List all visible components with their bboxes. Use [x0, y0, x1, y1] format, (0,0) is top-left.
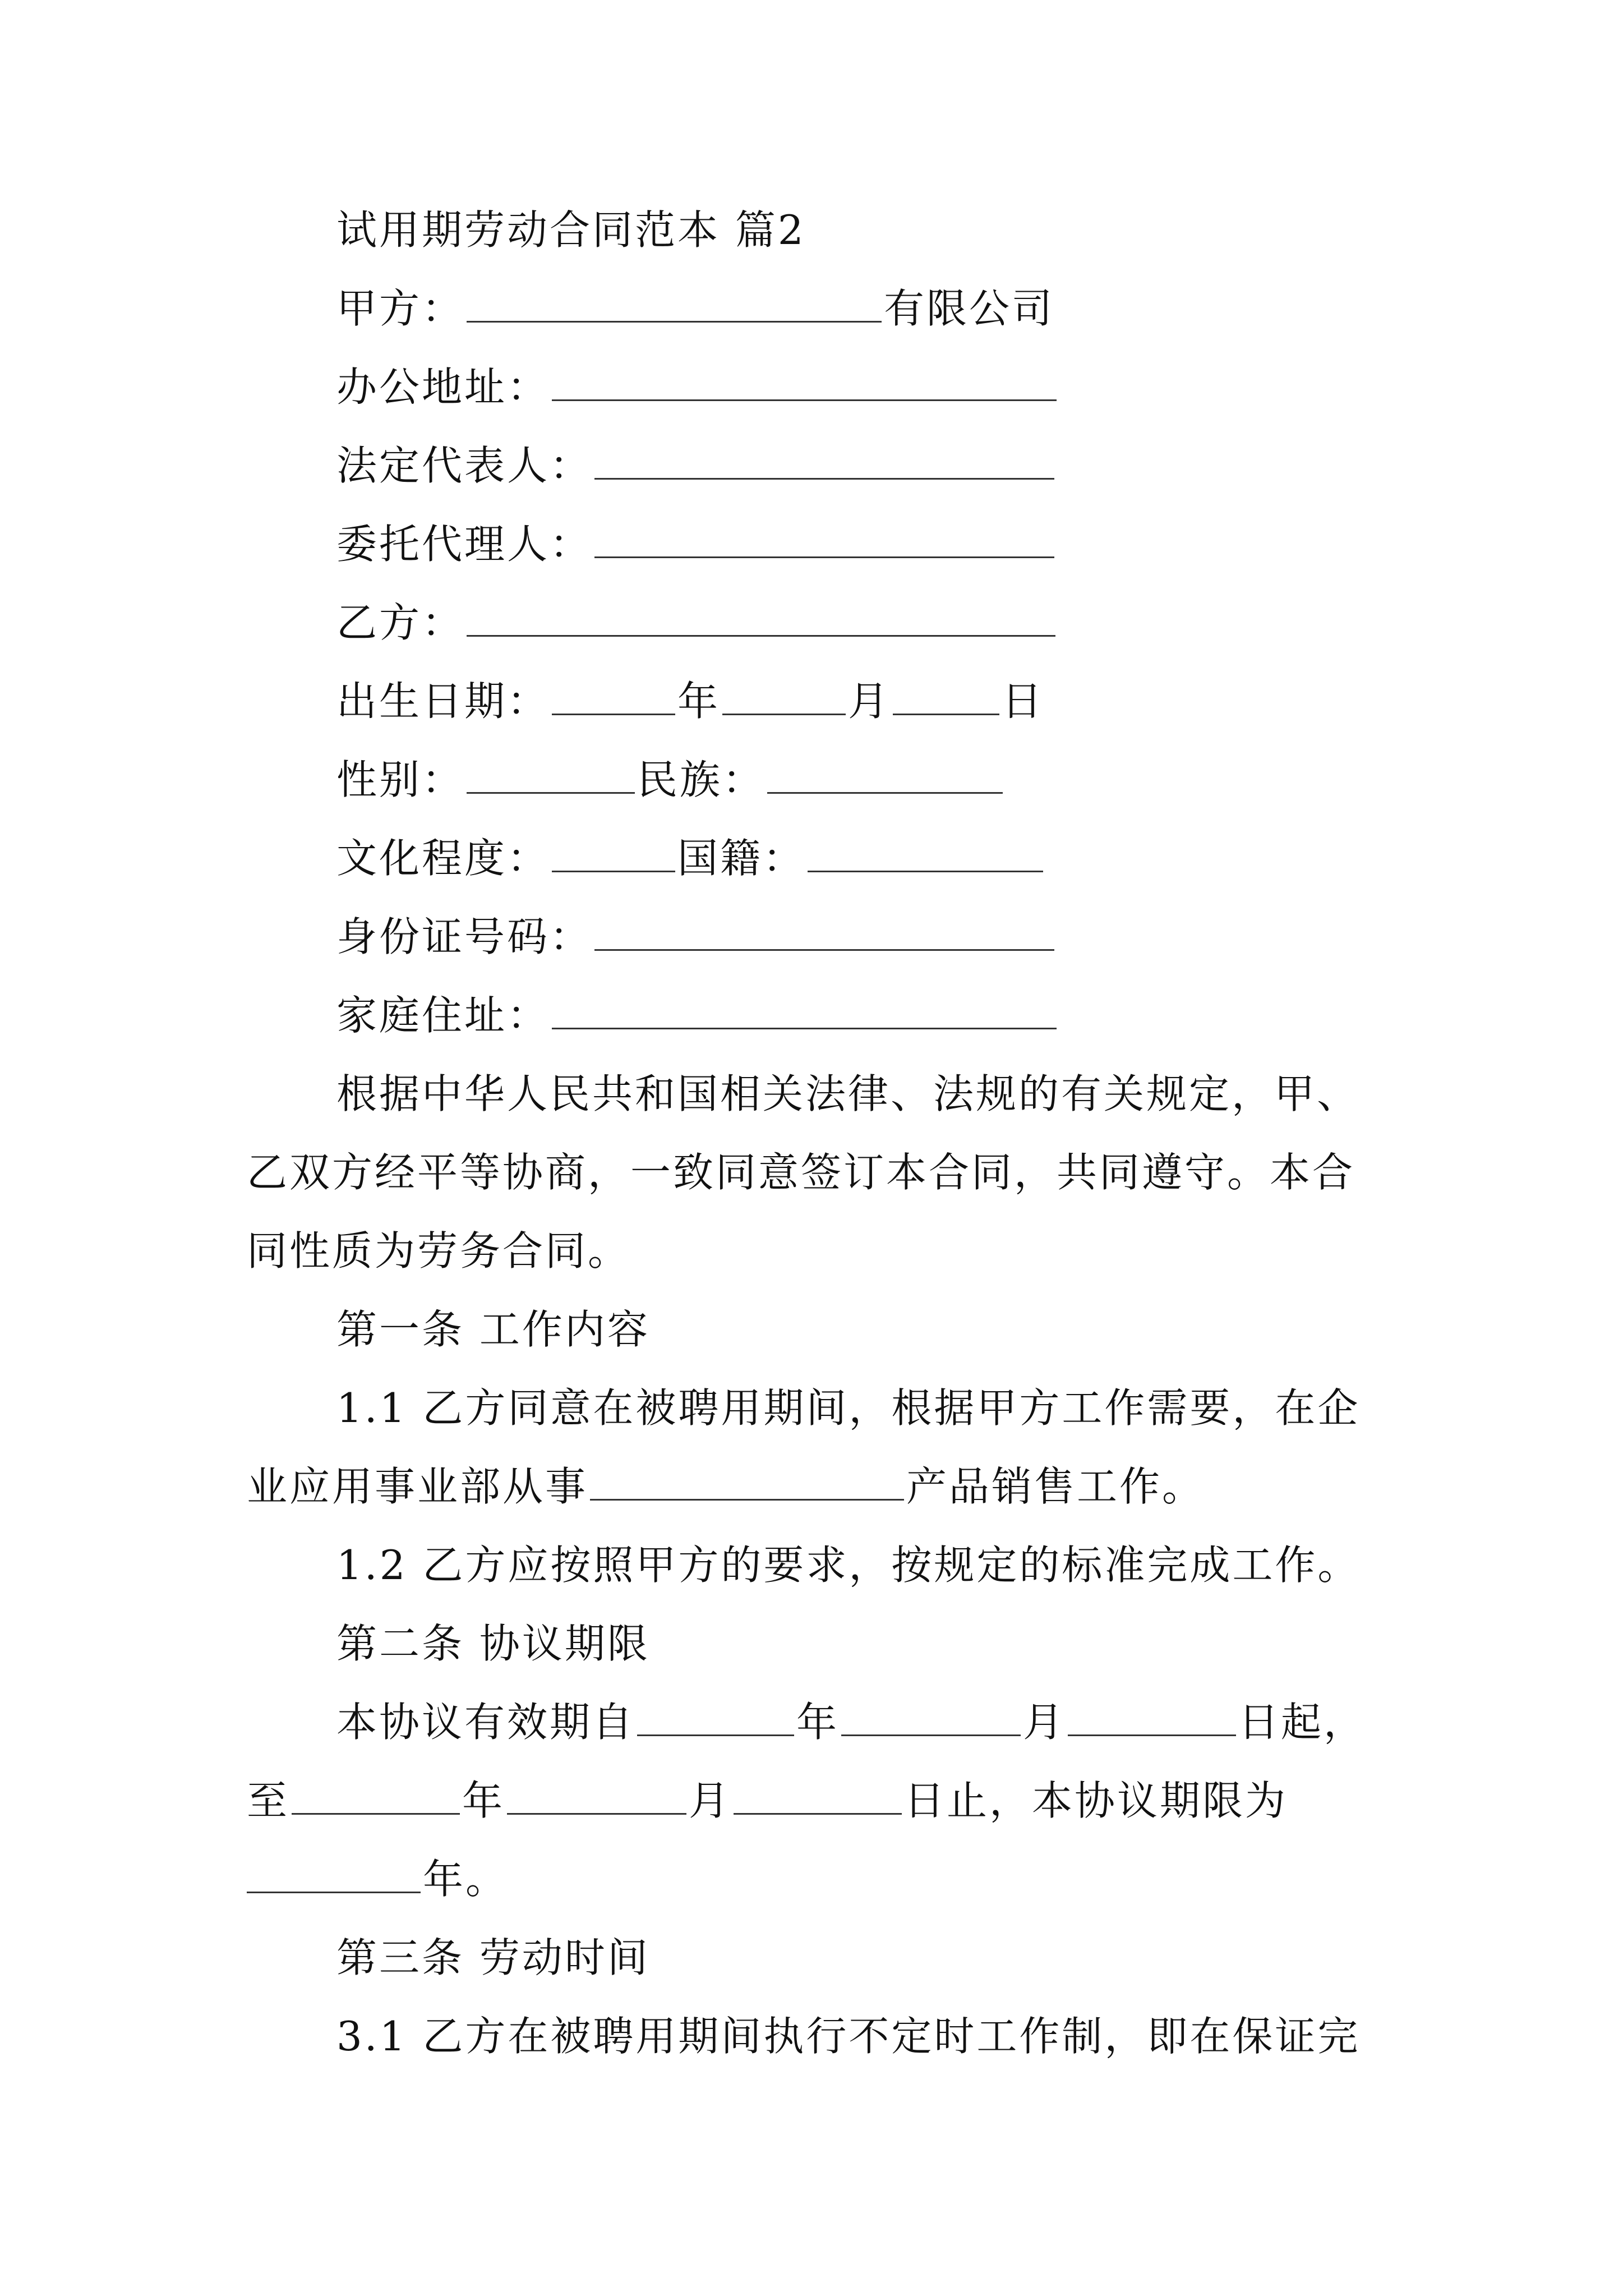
party-a-row: 甲方： 有限公司: [336, 285, 1055, 332]
education-blank[interactable]: [552, 836, 675, 872]
document-title: 试用期劳动合同范本 篇2: [336, 206, 806, 254]
clause-1-2: 1.2 乙方应按照甲方的要求，按规定的标准完成工作。: [336, 1542, 1361, 1589]
article-1-heading: 第一条 工作内容: [336, 1306, 650, 1353]
start-year-blank[interactable]: [637, 1700, 794, 1736]
clause-1-1: 1.1 乙方同意在被聘用期间，根据甲方工作需要，在企: [336, 1384, 1361, 1432]
end-year-blank[interactable]: [292, 1778, 460, 1815]
end-month-blank[interactable]: [507, 1778, 686, 1815]
office-address-row: 办公地址：: [336, 359, 1059, 415]
id-number-row: 身份证号码：: [336, 909, 1057, 965]
end-day-blank[interactable]: [734, 1778, 902, 1815]
party-b-blank[interactable]: [467, 600, 1055, 637]
clause-3-1: 3.1 乙方在被聘用期间执行不定时工作制，即在保证完: [336, 2013, 1361, 2060]
term-end-row: 至 年 月 日止，本协议期限为: [247, 1777, 1288, 1824]
birth-date-row: 出生日期： 年 月 日: [336, 678, 1045, 725]
gender-blank[interactable]: [467, 757, 635, 794]
home-address-blank[interactable]: [552, 993, 1057, 1029]
party-b-row: 乙方：: [336, 595, 1058, 651]
article-2-heading: 第二条 协议期限: [336, 1620, 650, 1667]
birth-year-blank[interactable]: [552, 679, 675, 715]
product-blank[interactable]: [590, 1464, 904, 1501]
home-address-row: 家庭住址：: [336, 987, 1059, 1043]
term-years-blank[interactable]: [247, 1857, 421, 1893]
nationality-blank[interactable]: [808, 836, 1043, 872]
term-length-row: 年。: [247, 1851, 508, 1907]
legal-rep-blank[interactable]: [594, 443, 1054, 480]
birth-day-blank[interactable]: [893, 679, 999, 715]
education-nationality-row: 文化程度： 国籍：: [336, 830, 1045, 886]
id-number-blank[interactable]: [594, 914, 1054, 951]
start-month-blank[interactable]: [841, 1700, 1021, 1736]
intro-paragraph-line: 乙双方经平等协商，一致同意签订本合同，共同遵守。本合: [247, 1149, 1355, 1196]
legal-rep-row: 法定代表人：: [336, 438, 1057, 494]
agent-row: 委托代理人：: [336, 516, 1057, 572]
party-a-blank[interactable]: [467, 286, 882, 323]
start-day-blank[interactable]: [1068, 1700, 1236, 1736]
agent-blank[interactable]: [594, 522, 1054, 558]
gender-ethnicity-row: 性别： 民族：: [336, 752, 1005, 808]
birth-month-blank[interactable]: [722, 679, 846, 715]
intro-paragraph-line: 同性质为劳务合同。: [247, 1227, 631, 1274]
office-address-blank[interactable]: [552, 365, 1057, 401]
article-3-heading: 第三条 劳动时间: [336, 1934, 650, 1981]
ethnicity-blank[interactable]: [767, 757, 1003, 794]
clause-1-1-continued: 业应用事业部从事 产品销售工作。: [247, 1463, 1205, 1510]
term-start-row: 本协议有效期自 年 月 日起，: [336, 1699, 1367, 1746]
intro-paragraph-line: 根据中华人民共和国相关法律、法规的有关规定，甲、: [336, 1070, 1360, 1117]
